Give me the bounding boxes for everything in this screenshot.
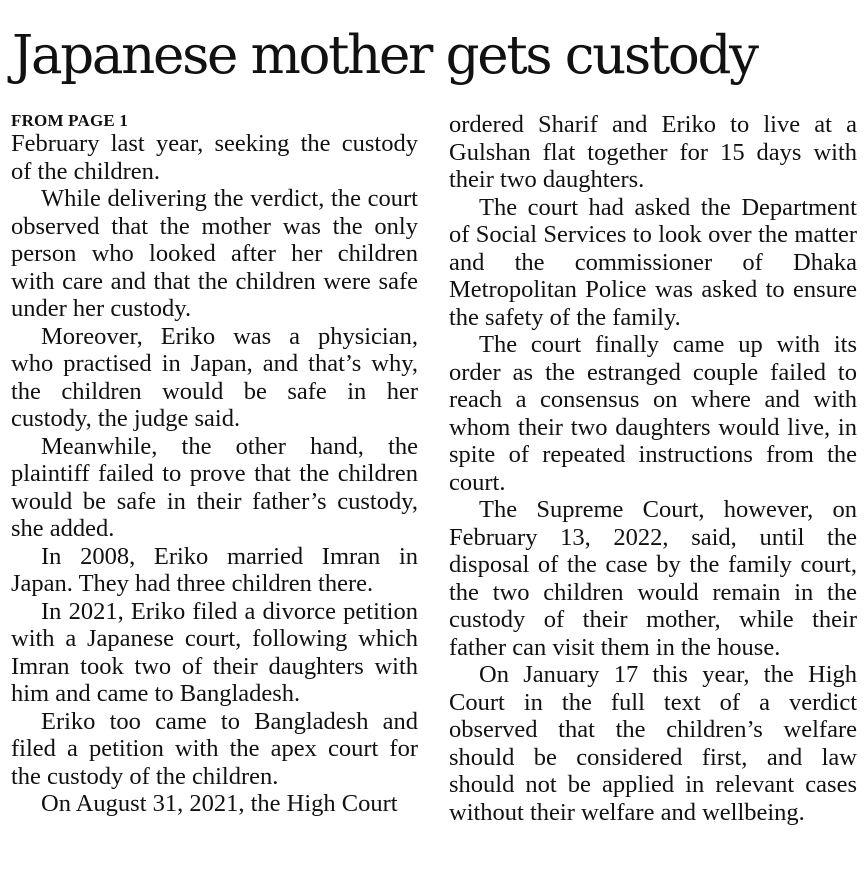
article-headline: Japanese mother gets custody: [12, 25, 757, 86]
paragraph: Moreover, Eriko was a physician, who practised in Japan, and that’s why, the children would be safe in her custody, the judge said.: [11, 322, 418, 432]
jump-label: FROM PAGE 1: [11, 111, 129, 130]
paragraph: While delivering the verdict, the court observed that the mother was the only person who looked after her children with care and that the children were safe under her custody.: [11, 185, 418, 322]
paragraph: Eriko too came to Bangladesh and filed a petition with the apex court for the custody of the children.: [11, 707, 418, 790]
paragraph: On August 31, 2021, the High Court: [41, 790, 398, 817]
paragraph: ordered Sharif and Eriko to live at a Gulshan flat together for 15 days with their two daughters.: [449, 111, 857, 193]
paragraph: In 2021, Eriko filed a divorce petition with a Japanese court, following which Imran took two of their daughters with him and came to Bangladesh.: [11, 597, 418, 707]
paragraph: On January 17 this year, the High Court in the full text of a verdict observed that the children’s welfare should be considered first, and law should not be applied in relevant cases without their welfare and wellbeing.: [449, 661, 857, 826]
paragraph: February last year, seeking the custody of the children.: [11, 130, 418, 185]
paragraph: The Supreme Court, however, on February 13, 2022, said, until the disposal of the case by the family court, the two children would remain in the custody of their mother, while their father can visit them in the house.: [449, 496, 857, 661]
article-column-right: [449, 111, 857, 826]
paragraph: In 2008, Eriko married Imran in Japan. They had three children there.: [11, 542, 418, 597]
paragraph: The court had asked the Department of Social Services to look over the matter and the commissioner of Dhaka Metropolitan Police was asked to ensure the safety of the family.: [449, 193, 857, 331]
article-column-left: [11, 111, 418, 818]
paragraph: The court finally came up with its order as the estranged couple failed to reach a consensus on where and with whom their two daughters would live, in spite of repeated instructions from the court.: [449, 331, 857, 496]
paragraph: Meanwhile, the other hand, the plaintiff failed to prove that the children would be safe in their father’s custody, she added.: [11, 432, 418, 542]
